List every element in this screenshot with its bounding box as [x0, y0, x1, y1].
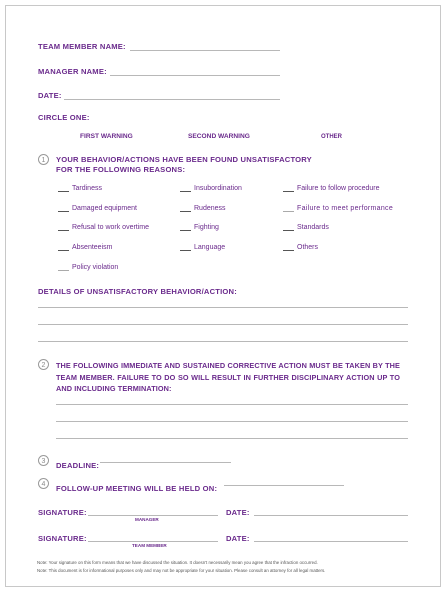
- section-4-number: 4: [38, 478, 49, 489]
- details-line-3[interactable]: [38, 341, 408, 342]
- manager-name-field[interactable]: [110, 75, 280, 76]
- reason-failure-to-follow-procedure[interactable]: Failure to follow procedure: [283, 184, 380, 192]
- checkbox-blank[interactable]: [180, 184, 191, 192]
- checkbox-blank[interactable]: [283, 223, 294, 231]
- reason-standards[interactable]: Standards: [283, 223, 329, 231]
- reason-policy-violation[interactable]: Policy violation: [58, 263, 118, 271]
- reason-tardiness[interactable]: Tardiness: [58, 184, 102, 192]
- corrective-action-line-3[interactable]: [56, 438, 408, 439]
- follow-up-label: FOLLOW-UP MEETING WILL BE HELD ON:: [56, 484, 218, 493]
- reason-failure-to-meet-performance[interactable]: Failure to meet performance: [283, 204, 393, 212]
- reason-insubordination[interactable]: Insubordination: [180, 184, 242, 192]
- reason-refusal-to-work-overtime[interactable]: Refusal to work overtime: [58, 223, 149, 231]
- manager-name-label: MANAGER NAME:: [38, 67, 107, 76]
- team-member-signature-label: SIGNATURE:: [38, 534, 87, 543]
- checkbox-blank[interactable]: [283, 204, 294, 212]
- deadline-label: DEADLINE:: [56, 461, 100, 470]
- deadline-field[interactable]: [100, 462, 231, 463]
- checkbox-blank[interactable]: [58, 243, 69, 251]
- team-member-signature-field[interactable]: [88, 541, 218, 542]
- corrective-action-line-2[interactable]: [56, 421, 408, 422]
- reason-others[interactable]: Others: [283, 243, 318, 251]
- manager-caption: MANAGER: [135, 517, 159, 522]
- section-2-text: THE FOLLOWING IMMEDIATE AND SUSTAINED CORRECTIVE ACTION MUST BE TAKEN BY THE TEAM MEMBER. FAILURE TO DO SO WILL RESULT IN FURTHER DISCIPLINARY ACTION UP TO AND INCLUDING TERMINATION:: [56, 361, 400, 393]
- section-1-title-line2: FOR THE FOLLOWING REASONS:: [56, 165, 186, 174]
- section-2-number: 2: [38, 359, 49, 370]
- details-line-2[interactable]: [38, 324, 408, 325]
- section-1-number: 1: [38, 154, 49, 165]
- checkbox-blank[interactable]: [180, 243, 191, 251]
- first-warning-option[interactable]: FIRST WARNING: [80, 133, 133, 140]
- manager-signature-field[interactable]: [88, 515, 218, 516]
- other-warning-option[interactable]: OTHER: [321, 134, 342, 140]
- reason-language[interactable]: Language: [180, 243, 225, 251]
- reason-fighting[interactable]: Fighting: [180, 223, 219, 231]
- date-label: DATE:: [38, 91, 62, 100]
- second-warning-option[interactable]: SECOND WARNING: [188, 133, 250, 140]
- checkbox-blank[interactable]: [180, 223, 191, 231]
- note-disclaimer: Note: This document is for informational purposes only and may not be appropriate for your situation. Please consult an attorney for all legal matters.: [37, 568, 326, 573]
- note-signature: Note: Your signature on this form means that we have discussed the situation. It doesn't necessarily mean you agree that the infraction occurred.: [37, 560, 318, 565]
- details-line-1[interactable]: [38, 307, 408, 308]
- checkbox-blank[interactable]: [58, 204, 69, 212]
- checkbox-blank[interactable]: [58, 223, 69, 231]
- disciplinary-form: [5, 5, 441, 587]
- reason-damaged-equipment[interactable]: Damaged equipment: [58, 204, 137, 212]
- checkbox-blank[interactable]: [283, 184, 294, 192]
- section-1-title-line1: YOUR BEHAVIOR/ACTIONS HAVE BEEN FOUND UNSATISFACTORY: [56, 155, 312, 164]
- section-3-number: 3: [38, 455, 49, 466]
- team-member-name-label: TEAM MEMBER NAME:: [38, 42, 126, 51]
- team-member-caption: TEAM MEMBER: [132, 543, 167, 548]
- reason-absenteeism[interactable]: Absenteeism: [58, 243, 112, 251]
- manager-date-label: DATE:: [226, 508, 250, 517]
- checkbox-blank[interactable]: [58, 263, 69, 271]
- team-member-date-label: DATE:: [226, 534, 250, 543]
- team-member-date-field[interactable]: [254, 541, 408, 542]
- corrective-action-line-1[interactable]: [56, 404, 408, 405]
- checkbox-blank[interactable]: [180, 204, 191, 212]
- checkbox-blank[interactable]: [58, 184, 69, 192]
- manager-date-field[interactable]: [254, 515, 408, 516]
- checkbox-blank[interactable]: [283, 243, 294, 251]
- reason-rudeness[interactable]: Rudeness: [180, 204, 226, 212]
- follow-up-field[interactable]: [224, 485, 344, 486]
- manager-signature-label: SIGNATURE:: [38, 508, 87, 517]
- circle-one-label: CIRCLE ONE:: [38, 113, 90, 122]
- team-member-name-field[interactable]: [130, 50, 280, 51]
- details-label: DETAILS OF UNSATISFACTORY BEHAVIOR/ACTION:: [38, 287, 237, 296]
- date-field[interactable]: [64, 99, 280, 100]
